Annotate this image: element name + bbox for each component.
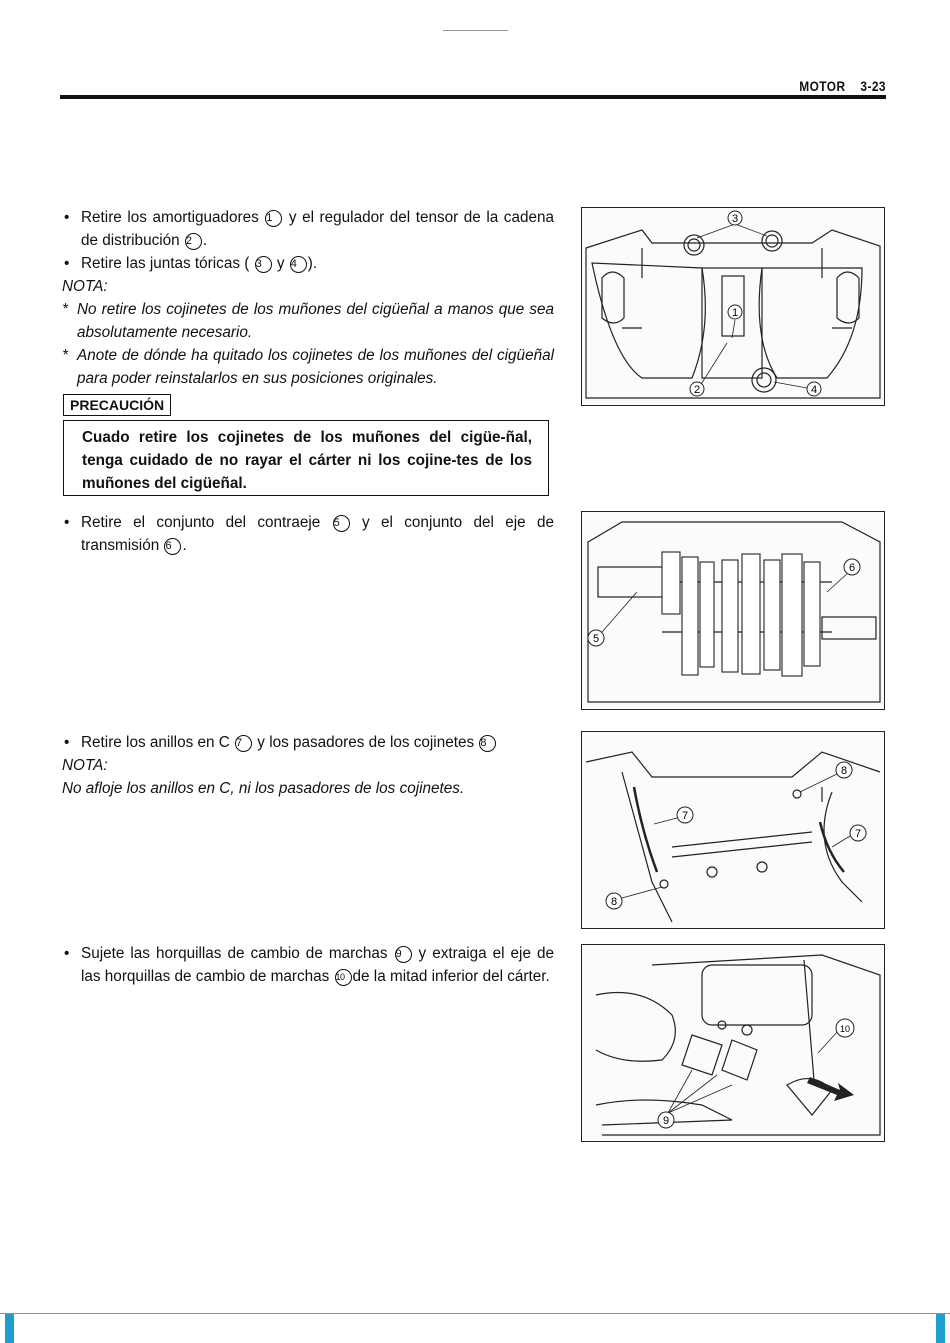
callout-label: 7 xyxy=(681,810,689,822)
bullet-item xyxy=(62,206,554,252)
bullet-text: Retire el conjunto del contraeje xyxy=(81,514,321,531)
callout-label: 1 xyxy=(731,307,739,319)
bullet-text: ). xyxy=(307,255,318,272)
bullet-text: Retire los anillos en C xyxy=(81,734,230,751)
figure-4-callouts xyxy=(658,1019,854,1128)
section-4-text xyxy=(62,942,554,988)
bullet-text: Retire las juntas tóricas ( xyxy=(81,255,250,272)
caution-box xyxy=(63,420,549,496)
bullet-text: Sujete las horquillas de cambio de marchas xyxy=(81,945,388,962)
callout-label: 8 xyxy=(610,896,618,908)
bullet-text: . xyxy=(182,537,187,554)
bullet-text: y el conjunto del eje de transmisión xyxy=(81,514,555,554)
figure-2-drawing xyxy=(582,512,884,709)
callout-number: 2 xyxy=(185,233,202,250)
note-item: * No retire los cojinetes de los muñones del cigüeñal a manos que sea absolutamente necesario. xyxy=(62,298,554,344)
bullet-text: y xyxy=(276,255,285,272)
crankcase-bearings-illustration-icon xyxy=(581,207,885,406)
page-header-title: MOTOR 3-23 xyxy=(799,78,886,94)
callout-label: 9 xyxy=(662,1115,670,1127)
footer-line xyxy=(0,1313,950,1314)
section-2-text xyxy=(62,511,554,557)
callout-number: 1 xyxy=(265,210,282,227)
footer-right-tab xyxy=(936,1314,945,1343)
section-1-text xyxy=(62,206,554,390)
bullet-item xyxy=(62,942,554,988)
callout-number: 3 xyxy=(255,256,272,273)
page-header xyxy=(60,78,886,102)
page-footer-bar xyxy=(0,1312,950,1343)
callout-label: 8 xyxy=(840,765,848,777)
note-heading: NOTA: xyxy=(62,757,108,774)
shift-fork-shaft-removal-illustration-icon xyxy=(581,944,885,1142)
callout-number: 9 xyxy=(395,946,412,963)
c-rings-dowel-pins-illustration-icon xyxy=(581,731,885,929)
bullet-item xyxy=(62,252,554,275)
bullet-text: Retire los amortiguadores xyxy=(81,209,259,226)
figure-3-drawing xyxy=(582,732,884,928)
note-item: * Anote de dónde ha quitado los cojinetes de los muñones del cigüeñal para poder reinstalarlos en sus posiciones originales. xyxy=(62,344,554,390)
callout-label: 3 xyxy=(731,213,739,225)
callout-number: 10 xyxy=(335,969,352,986)
note-heading: NOTA: xyxy=(62,278,108,295)
figure-1-callouts xyxy=(690,211,821,396)
top-decorative-line xyxy=(443,30,508,31)
bullet-text: y los pasadores de los cojinetes xyxy=(257,734,475,751)
callout-number: 6 xyxy=(164,538,181,555)
callout-label: 2 xyxy=(693,384,701,396)
callout-number: 4 xyxy=(290,256,307,273)
section-3-text xyxy=(62,731,554,800)
bullet-text: . xyxy=(202,232,208,249)
bullet-item xyxy=(62,731,554,754)
callout-label: 7 xyxy=(854,828,862,840)
bullet-text: y extraiga el eje de las horquillas de cambio de marchas xyxy=(81,945,554,985)
callout-number: 5 xyxy=(333,515,350,532)
callout-label: 6 xyxy=(848,562,856,574)
gear-stack xyxy=(662,552,820,676)
arrow-icon xyxy=(807,1077,854,1101)
callout-label: 5 xyxy=(592,633,600,645)
caution-label: PRECAUCIÓN xyxy=(63,394,171,416)
transmission-gears-illustration-icon xyxy=(581,511,885,710)
header-rule xyxy=(60,95,886,99)
bullet-text: y el regulador del tensor de la cadena de distribución xyxy=(81,209,554,249)
figure-4-drawing xyxy=(582,945,884,1141)
callout-number: 8 xyxy=(479,735,496,752)
bullet-text: de la mitad inferior del cárter. xyxy=(352,968,550,985)
callout-number: 7 xyxy=(235,735,252,752)
caution-text: Cuado retire los cojinetes de los muñones del cigüe-ñal, tenga cuidado de no rayar el cárter ni los cojine-tes de los muñones del cigüeñal. xyxy=(82,429,532,492)
footer-left-tab xyxy=(5,1314,14,1343)
callout-label: 10 xyxy=(839,1024,851,1034)
bullet-item xyxy=(62,511,554,557)
note-text: No afloje los anillos en C, ni los pasadores de los cojinetes. xyxy=(62,780,465,797)
callout-label: 4 xyxy=(810,384,818,396)
figure-1-drawing xyxy=(582,208,884,405)
